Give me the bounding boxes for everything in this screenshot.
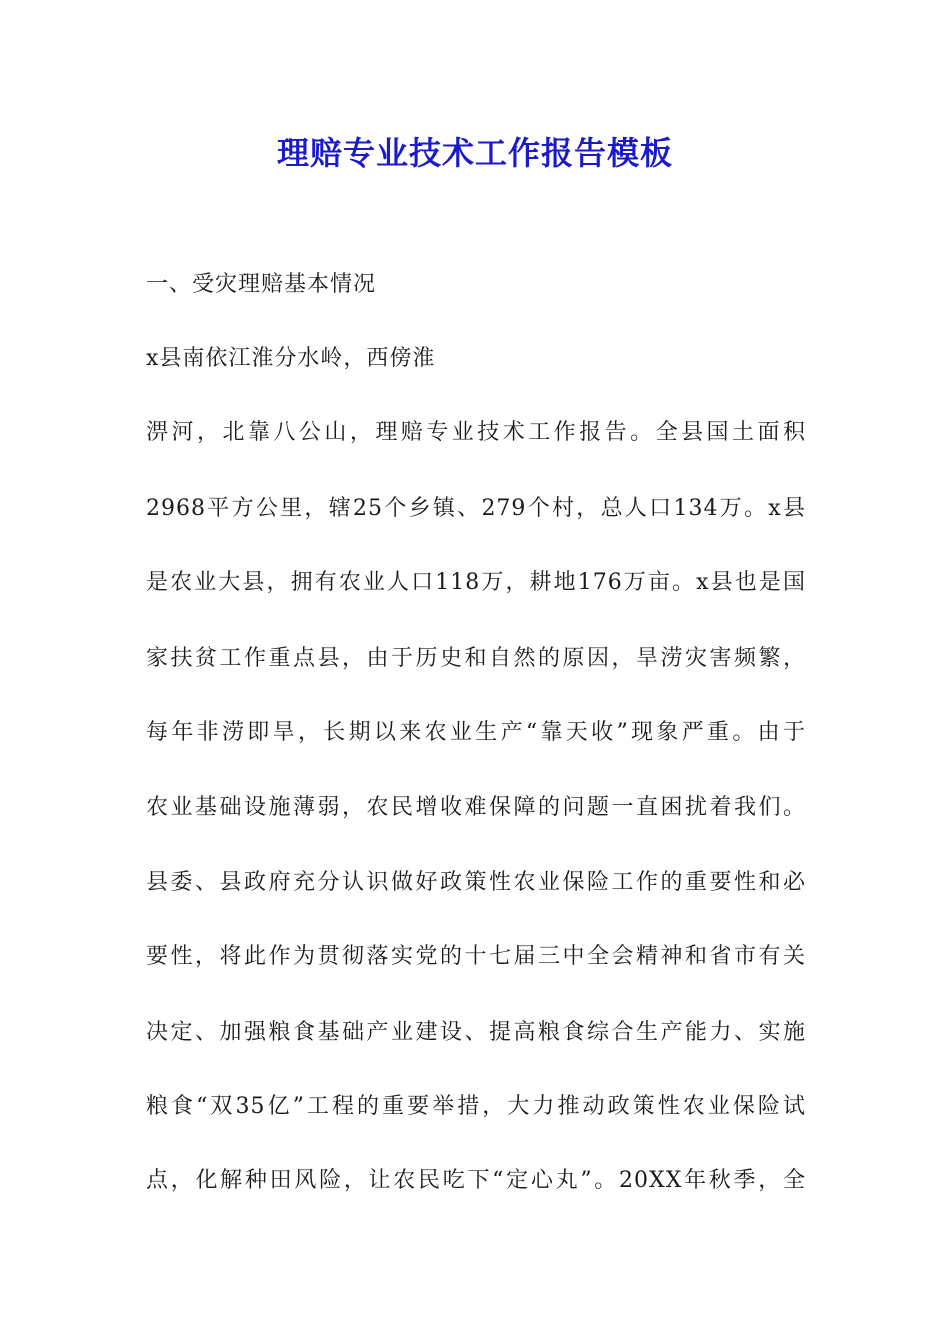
body-line-12: 点，化解种田风险，让农民吃下“定心丸”。20XX年秋季，全 xyxy=(146,1168,806,1193)
body-line-5: 家扶贫工作重点县，由于历史和自然的原因，旱涝灾害频繁， xyxy=(146,646,806,671)
body-line-2: 淠河，北靠八公山，理赔专业技术工作报告。全县国土面积 xyxy=(146,420,806,445)
body-line-3: 2968平方公里，辖25个乡镇、279个村，总人口134万。x县 xyxy=(146,496,806,521)
document-title: 理赔专业技术工作报告模板 xyxy=(276,134,673,172)
body-line-6: 每年非涝即旱，长期以来农业生产“靠天收”现象严重。由于 xyxy=(146,720,806,745)
body-line-7: 农业基础设施薄弱，农民增收难保障的问题一直困扰着我们。 xyxy=(146,795,806,820)
body-line-10: 决定、加强粮食基础产业建设、提高粮食综合生产能力、实施 xyxy=(146,1020,806,1045)
body-line-9: 要性，将此作为贯彻落实党的十七届三中全会精神和省市有关 xyxy=(146,944,806,969)
body-line-1: x县南依江淮分水岭，西傍淮 xyxy=(146,346,436,371)
body-line-8: 县委、县政府充分认识做好政策性农业保险工作的重要性和必 xyxy=(146,870,806,895)
section-heading: 一、受灾理赔基本情况 xyxy=(146,272,377,297)
body-line-4: 是农业大县，拥有农业人口118万，耕地176万亩。x县也是国 xyxy=(146,570,806,595)
body-line-11: 粮食“双35亿”工程的重要举措，大力推动政策性农业保险试 xyxy=(146,1094,806,1119)
